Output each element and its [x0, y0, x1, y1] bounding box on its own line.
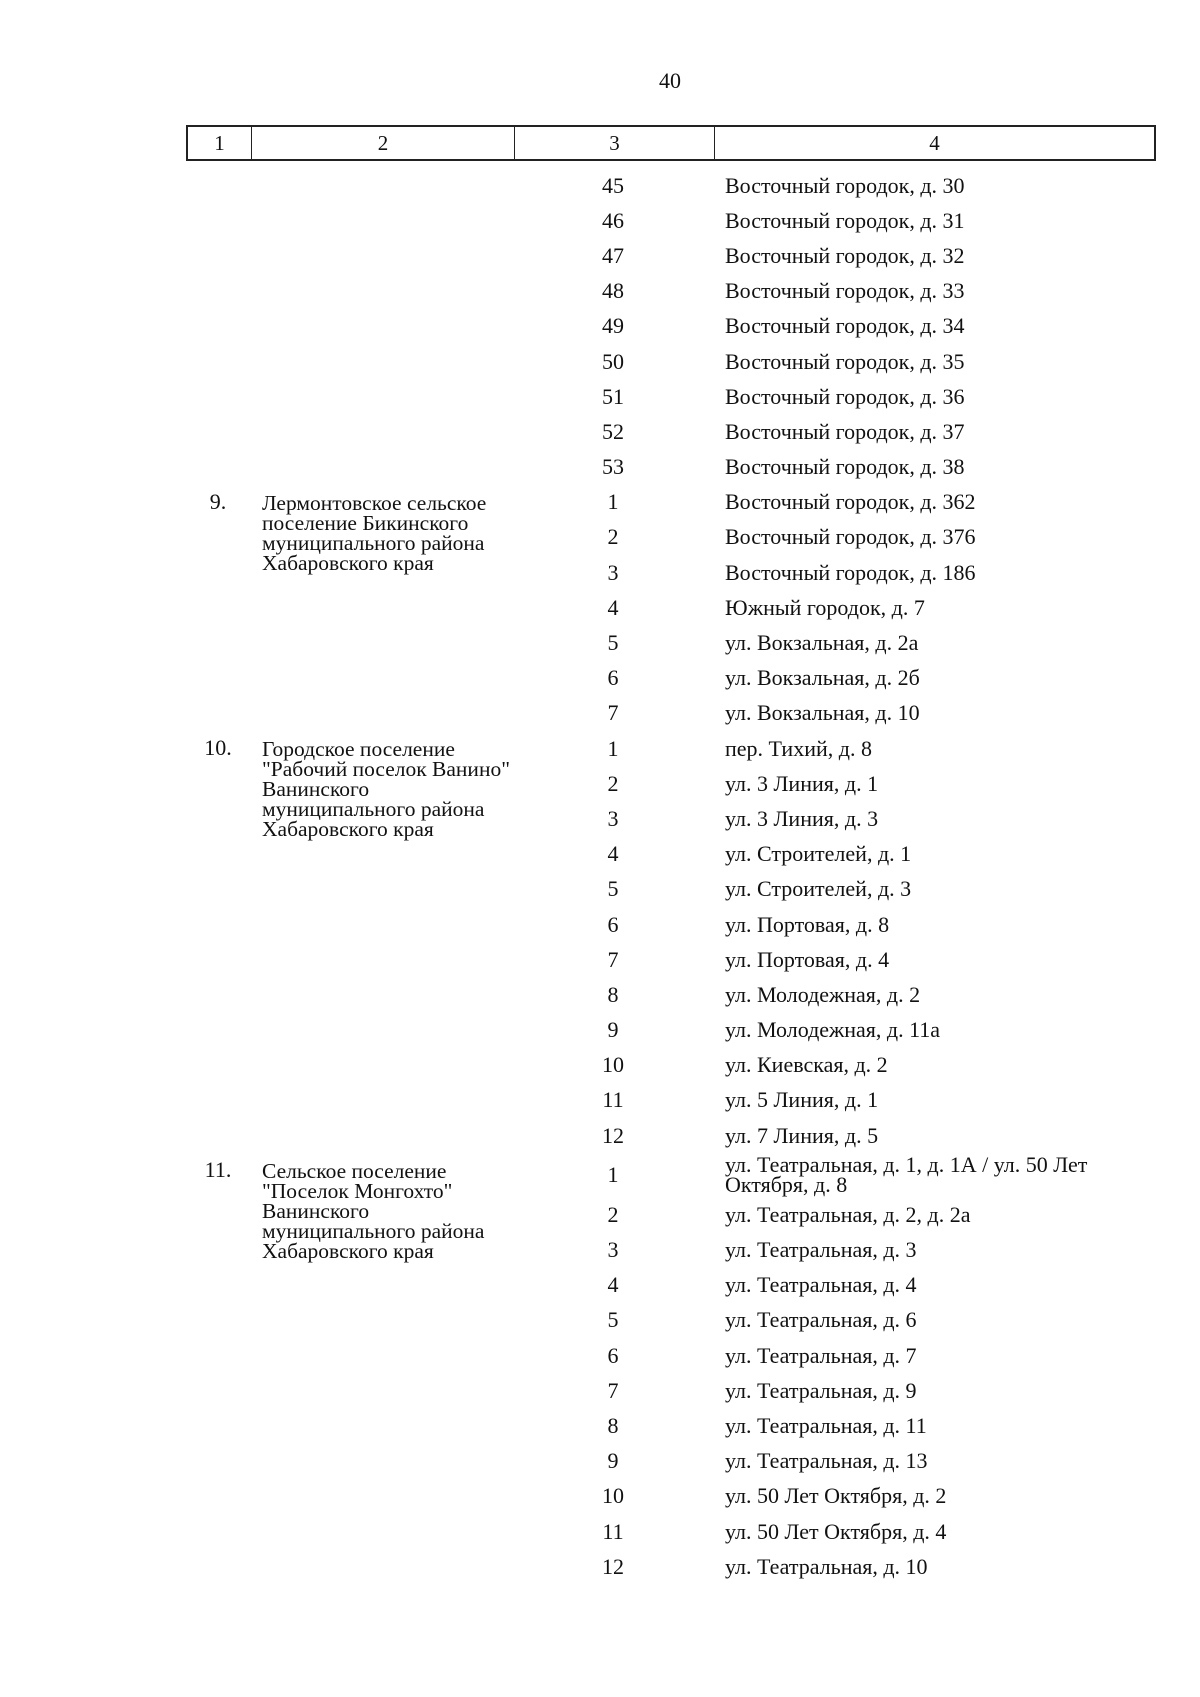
- table-row: [513, 590, 1156, 625]
- table-row: [513, 274, 1156, 309]
- row-number: 46: [602, 207, 624, 233]
- row-number: 7: [607, 1377, 619, 1403]
- table-row: [513, 625, 1156, 660]
- row-number: 7: [607, 700, 619, 726]
- row-number: 12: [602, 1122, 624, 1148]
- settlement-number: [186, 168, 250, 172]
- row-number: 1: [607, 1162, 619, 1188]
- page-number: 40: [659, 68, 681, 93]
- table-row: [513, 238, 1156, 273]
- row-address: Восточный городок, д. 32: [725, 242, 965, 268]
- table-row: [513, 1549, 1156, 1584]
- row-address: ул. Молодежная, д. 2: [725, 981, 921, 1007]
- table-row: [513, 661, 1156, 696]
- table-row: [513, 1083, 1156, 1118]
- settlement-group: [186, 731, 1156, 1153]
- row-address: ул. Портовая, д. 8: [725, 911, 890, 937]
- settlement-number: 9.: [209, 488, 227, 514]
- row-address: ул. Вокзальная, д. 2а: [725, 630, 919, 656]
- table-row: [513, 1338, 1156, 1373]
- row-number: 49: [602, 313, 624, 339]
- row-number: 9: [607, 1448, 619, 1474]
- row-number: 51: [602, 383, 624, 409]
- table-row: [513, 555, 1156, 590]
- table-row: [513, 837, 1156, 872]
- settlement-group: [186, 168, 1156, 485]
- row-number: 5: [607, 630, 619, 656]
- table-row: [513, 696, 1156, 731]
- row-address: ул. 50 Лет Октября, д. 4: [725, 1518, 947, 1544]
- row-address: ул. Театральная, д. 1, д. 1А / ул. 50 Лет Октября, д. 8: [725, 1152, 1088, 1198]
- row-number: 47: [602, 242, 624, 268]
- settlement-group: [186, 1153, 1156, 1584]
- row-number: 8: [607, 981, 619, 1007]
- row-address: ул. Вокзальная, д. 10: [725, 700, 920, 726]
- row-number: 7: [607, 946, 619, 972]
- row-number: 2: [607, 770, 619, 796]
- table-row: [513, 1268, 1156, 1303]
- settlement-group: [186, 485, 1156, 731]
- row-number: 10: [602, 1052, 624, 1078]
- row-number: 5: [607, 876, 619, 902]
- row-address: Восточный городок, д. 376: [725, 524, 976, 550]
- row-number: 45: [602, 172, 624, 198]
- row-number: 4: [607, 841, 619, 867]
- row-address: Восточный городок, д. 30: [725, 172, 965, 198]
- row-address: ул. Строителей, д. 3: [725, 876, 912, 902]
- row-number: 52: [602, 418, 624, 444]
- table-row: [513, 1197, 1156, 1232]
- row-address: ул. Театральная, д. 13: [725, 1448, 928, 1474]
- table-row: [513, 731, 1156, 766]
- row-address: ул. Молодежная, д. 11а: [725, 1017, 941, 1043]
- header-col-4: 4: [929, 130, 940, 155]
- row-number: 48: [602, 278, 624, 304]
- table-row: [513, 1153, 1156, 1197]
- table-row: [513, 872, 1156, 907]
- settlement-name: Лермонтовское сельское поселение Бикинского муниципального района Хабаровского края: [262, 490, 487, 575]
- row-address: ул. 3 Линия, д. 1: [725, 770, 879, 796]
- header-col-2: 2: [252, 127, 515, 159]
- table-row: [513, 309, 1156, 344]
- row-address: ул. Театральная, д. 10: [725, 1553, 928, 1579]
- table-row: [513, 168, 1156, 203]
- row-address: ул. Вокзальная, д. 2б: [725, 665, 920, 691]
- table-row: [513, 520, 1156, 555]
- row-address: ул. Театральная, д. 9: [725, 1377, 917, 1403]
- row-address: Восточный городок, д. 34: [725, 313, 965, 339]
- table-row: [513, 450, 1156, 485]
- row-number: 3: [607, 805, 619, 831]
- row-number: 11: [602, 1518, 624, 1544]
- table-row: [513, 1303, 1156, 1338]
- row-number: 11: [602, 1087, 624, 1113]
- table-row: [513, 485, 1156, 520]
- row-address: ул. 50 Лет Октября, д. 2: [725, 1483, 947, 1509]
- table-row: [513, 766, 1156, 801]
- header-col-1: 1: [188, 127, 252, 159]
- settlement-name: Городское поселение "Рабочий поселок Ванино" Ванинского муниципального района Хабаровского края: [262, 737, 510, 841]
- table-row: [513, 977, 1156, 1012]
- row-number: 6: [607, 665, 619, 691]
- table-row: [513, 1232, 1156, 1267]
- table-row: [513, 907, 1156, 942]
- row-address: Восточный городок, д. 35: [725, 348, 965, 374]
- row-number: 10: [602, 1483, 624, 1509]
- row-address: Восточный городок, д. 362: [725, 489, 976, 515]
- row-address: Южный городок, д. 7: [725, 594, 925, 620]
- table-row: [513, 1514, 1156, 1549]
- row-address: Восточный городок, д. 186: [725, 559, 976, 585]
- row-number: 9: [607, 1017, 619, 1043]
- table-row: [513, 1408, 1156, 1443]
- row-number: 2: [607, 1201, 619, 1227]
- table-row: [513, 379, 1156, 414]
- table-row: [513, 1479, 1156, 1514]
- row-number: 6: [607, 911, 619, 937]
- row-number: 1: [607, 735, 619, 761]
- table-body: [186, 168, 1156, 1584]
- row-address: Восточный городок, д. 36: [725, 383, 965, 409]
- table-row: [513, 414, 1156, 449]
- row-number: 50: [602, 348, 624, 374]
- row-address: Восточный городок, д. 31: [725, 207, 965, 233]
- row-address: ул. Театральная, д. 11: [725, 1412, 927, 1438]
- row-address: ул. 7 Линия, д. 5: [725, 1122, 879, 1148]
- row-number: 4: [607, 1272, 619, 1298]
- row-address: ул. 3 Линия, д. 3: [725, 805, 879, 831]
- row-address: Восточный городок, д. 33: [725, 278, 965, 304]
- row-address: Восточный городок, д. 37: [725, 418, 965, 444]
- table-row: [513, 1444, 1156, 1479]
- row-number: 3: [607, 1237, 619, 1263]
- row-number: 2: [607, 524, 619, 550]
- settlement-name: [250, 168, 513, 176]
- table-row: [513, 1048, 1156, 1083]
- settlement-number: 11.: [204, 1157, 232, 1183]
- table-row: [513, 203, 1156, 238]
- row-address: ул. Театральная, д. 4: [725, 1272, 917, 1298]
- row-address: ул. Киевская, д. 2: [725, 1052, 888, 1078]
- row-address: Восточный городок, д. 38: [725, 454, 965, 480]
- row-address: ул. Театральная, д. 2, д. 2а: [725, 1201, 971, 1227]
- header-col-3: 3: [515, 127, 715, 159]
- table-row: [513, 942, 1156, 977]
- settlement-number: 10.: [204, 735, 232, 760]
- row-address: ул. Строителей, д. 1: [725, 841, 912, 867]
- table-row: [513, 1118, 1156, 1153]
- row-number: 12: [602, 1553, 624, 1579]
- row-number: 53: [602, 454, 624, 480]
- row-address: ул. Театральная, д. 6: [725, 1307, 917, 1333]
- table-row: [513, 1013, 1156, 1048]
- table-row: [513, 344, 1156, 379]
- row-number: 3: [607, 559, 619, 585]
- table-row: [513, 801, 1156, 836]
- table-header: [186, 125, 1156, 161]
- row-address: пер. Тихий, д. 8: [725, 735, 872, 761]
- row-number: 5: [607, 1307, 619, 1333]
- row-address: ул. Портовая, д. 4: [725, 946, 890, 972]
- row-number: 4: [607, 594, 619, 620]
- row-number: 1: [607, 489, 619, 515]
- row-number: 8: [607, 1412, 619, 1438]
- row-number: 6: [607, 1342, 619, 1368]
- row-address: ул. Театральная, д. 7: [725, 1342, 917, 1368]
- table-row: [513, 1373, 1156, 1408]
- row-address: ул. Театральная, д. 3: [725, 1237, 917, 1263]
- settlement-name: Сельское поселение "Поселок Монгохто" Ванинского муниципального района Хабаровского края: [262, 1159, 485, 1264]
- row-address: ул. 5 Линия, д. 1: [725, 1087, 879, 1113]
